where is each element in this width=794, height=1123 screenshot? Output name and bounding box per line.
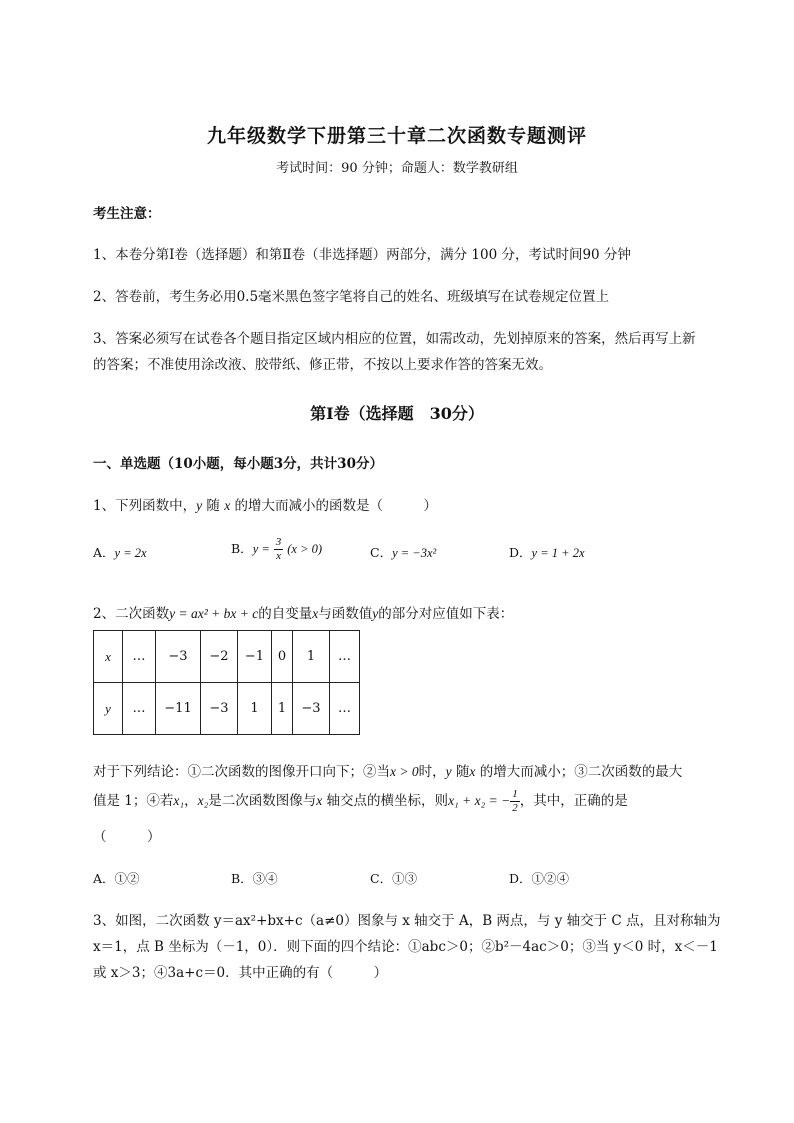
table-cell: 0 bbox=[272, 631, 293, 683]
table-cell: −11 bbox=[156, 683, 201, 735]
q1-option-d[interactable]: D．y = 1 + 2x bbox=[509, 545, 585, 560]
exam-info: 考试时间：90 分钟；命题人：数学教研组 bbox=[276, 161, 518, 176]
q3-stem-line-2: x＝1，点 B 坐标为（－1，0）．则下面的四个结论：①abc＞0；②b²－4ac＞0；③当 y＜0 时，x＜－1 bbox=[93, 939, 718, 955]
q1-option-c[interactable]: C．y = −3x² bbox=[370, 545, 437, 560]
table-cell: … bbox=[330, 631, 360, 683]
table-cell: 1 bbox=[293, 631, 330, 683]
notice-item-3: 3、答案必须写在试卷各个题目指定区域内相应的位置，如需改动，先划掉原来的答案，然后再写上新 bbox=[93, 331, 696, 347]
q2-stem: 2、二次函数y = ax² + bx + c的自变量x与函数值y的部分对应值如下表： bbox=[93, 606, 514, 622]
q1-stem: 1、下列函数中，y 随 x 的增大而减小的函数是（ ） bbox=[93, 498, 437, 514]
table-cell: −1 bbox=[238, 631, 272, 683]
table-row-x bbox=[94, 631, 360, 683]
value-table bbox=[93, 630, 360, 735]
q2-option-d[interactable]: D．①②④ bbox=[509, 871, 570, 886]
q2-answer-blank: （ ） bbox=[93, 829, 161, 845]
notice-item-3-cont: 的答案；不准使用涂改液、胶带纸、修正带，不按以上要求作答的答案无效。 bbox=[93, 357, 552, 373]
notice-item-2: 2、答卷前，考生务必用0.5毫米黑色签字笔将自己的姓名、班级填写在试卷规定位置上 bbox=[93, 289, 610, 305]
table-row-y bbox=[94, 683, 360, 735]
table-cell: y bbox=[94, 683, 123, 735]
q1-option-a[interactable]: A．y = 2x bbox=[93, 545, 147, 560]
fraction-one-half: $\frac{1}{2}$ bbox=[512, 788, 518, 814]
q2-conclusions-line-2: 值是 1；④若x₁，x₂是二次函数图像与x 轴交点的横坐标，则x₁ + x₂ = − $\frac{1}{2}$ ，其中，正确的是 bbox=[93, 788, 628, 814]
table-cell: 1 bbox=[238, 683, 272, 735]
page-title: 九年级数学下册第三十章二次函数专题测评 bbox=[206, 125, 587, 147]
table-cell: 1 bbox=[272, 683, 293, 735]
table-cell: … bbox=[123, 683, 156, 735]
part-heading: 一、单选题（10小题，每小题3分，共计30分） bbox=[93, 456, 383, 472]
table-cell: x bbox=[94, 631, 123, 683]
q2-option-a[interactable]: A．①② bbox=[93, 871, 140, 886]
notice-item-1: 1、本卷分第Ⅰ卷（选择题）和第Ⅱ卷（非选择题）两部分，满分 100 分，考试时间90 分钟 bbox=[93, 247, 631, 263]
table-cell: −3 bbox=[293, 683, 330, 735]
q1-option-b[interactable]: B．y = $\frac{3}{x}$ (x > 0) bbox=[231, 536, 323, 562]
q3-stem-line-3: 或 x＞3；④3a+c＝0．其中正确的有（ ） bbox=[93, 965, 388, 981]
q2-option-b[interactable]: B．③④ bbox=[231, 871, 278, 886]
table-cell: … bbox=[123, 631, 156, 683]
table-cell: −3 bbox=[156, 631, 201, 683]
section-title: 第Ⅰ卷（选择题 30分） bbox=[310, 404, 484, 423]
q2-conclusions-line-1: 对于下列结论：①二次函数的图像开口向下；②当x > 0时，y 随x 的增大而减小；③二次函数的最大 bbox=[93, 764, 683, 780]
table-cell: … bbox=[330, 683, 360, 735]
q2-option-c[interactable]: C．①③ bbox=[370, 871, 418, 886]
q3-stem-line-1: 3、如图，二次函数 y＝ax²+bx+c（a≠0）图象与 x 轴交于 A，B 两点，与 y 轴交于 C 点，且对称轴为 bbox=[93, 913, 721, 929]
fraction-3-over-x: $\frac{3}{x}$ bbox=[275, 536, 282, 562]
table-cell: −2 bbox=[201, 631, 238, 683]
table-cell: −3 bbox=[201, 683, 238, 735]
notice-heading: 考生注意： bbox=[93, 206, 161, 222]
